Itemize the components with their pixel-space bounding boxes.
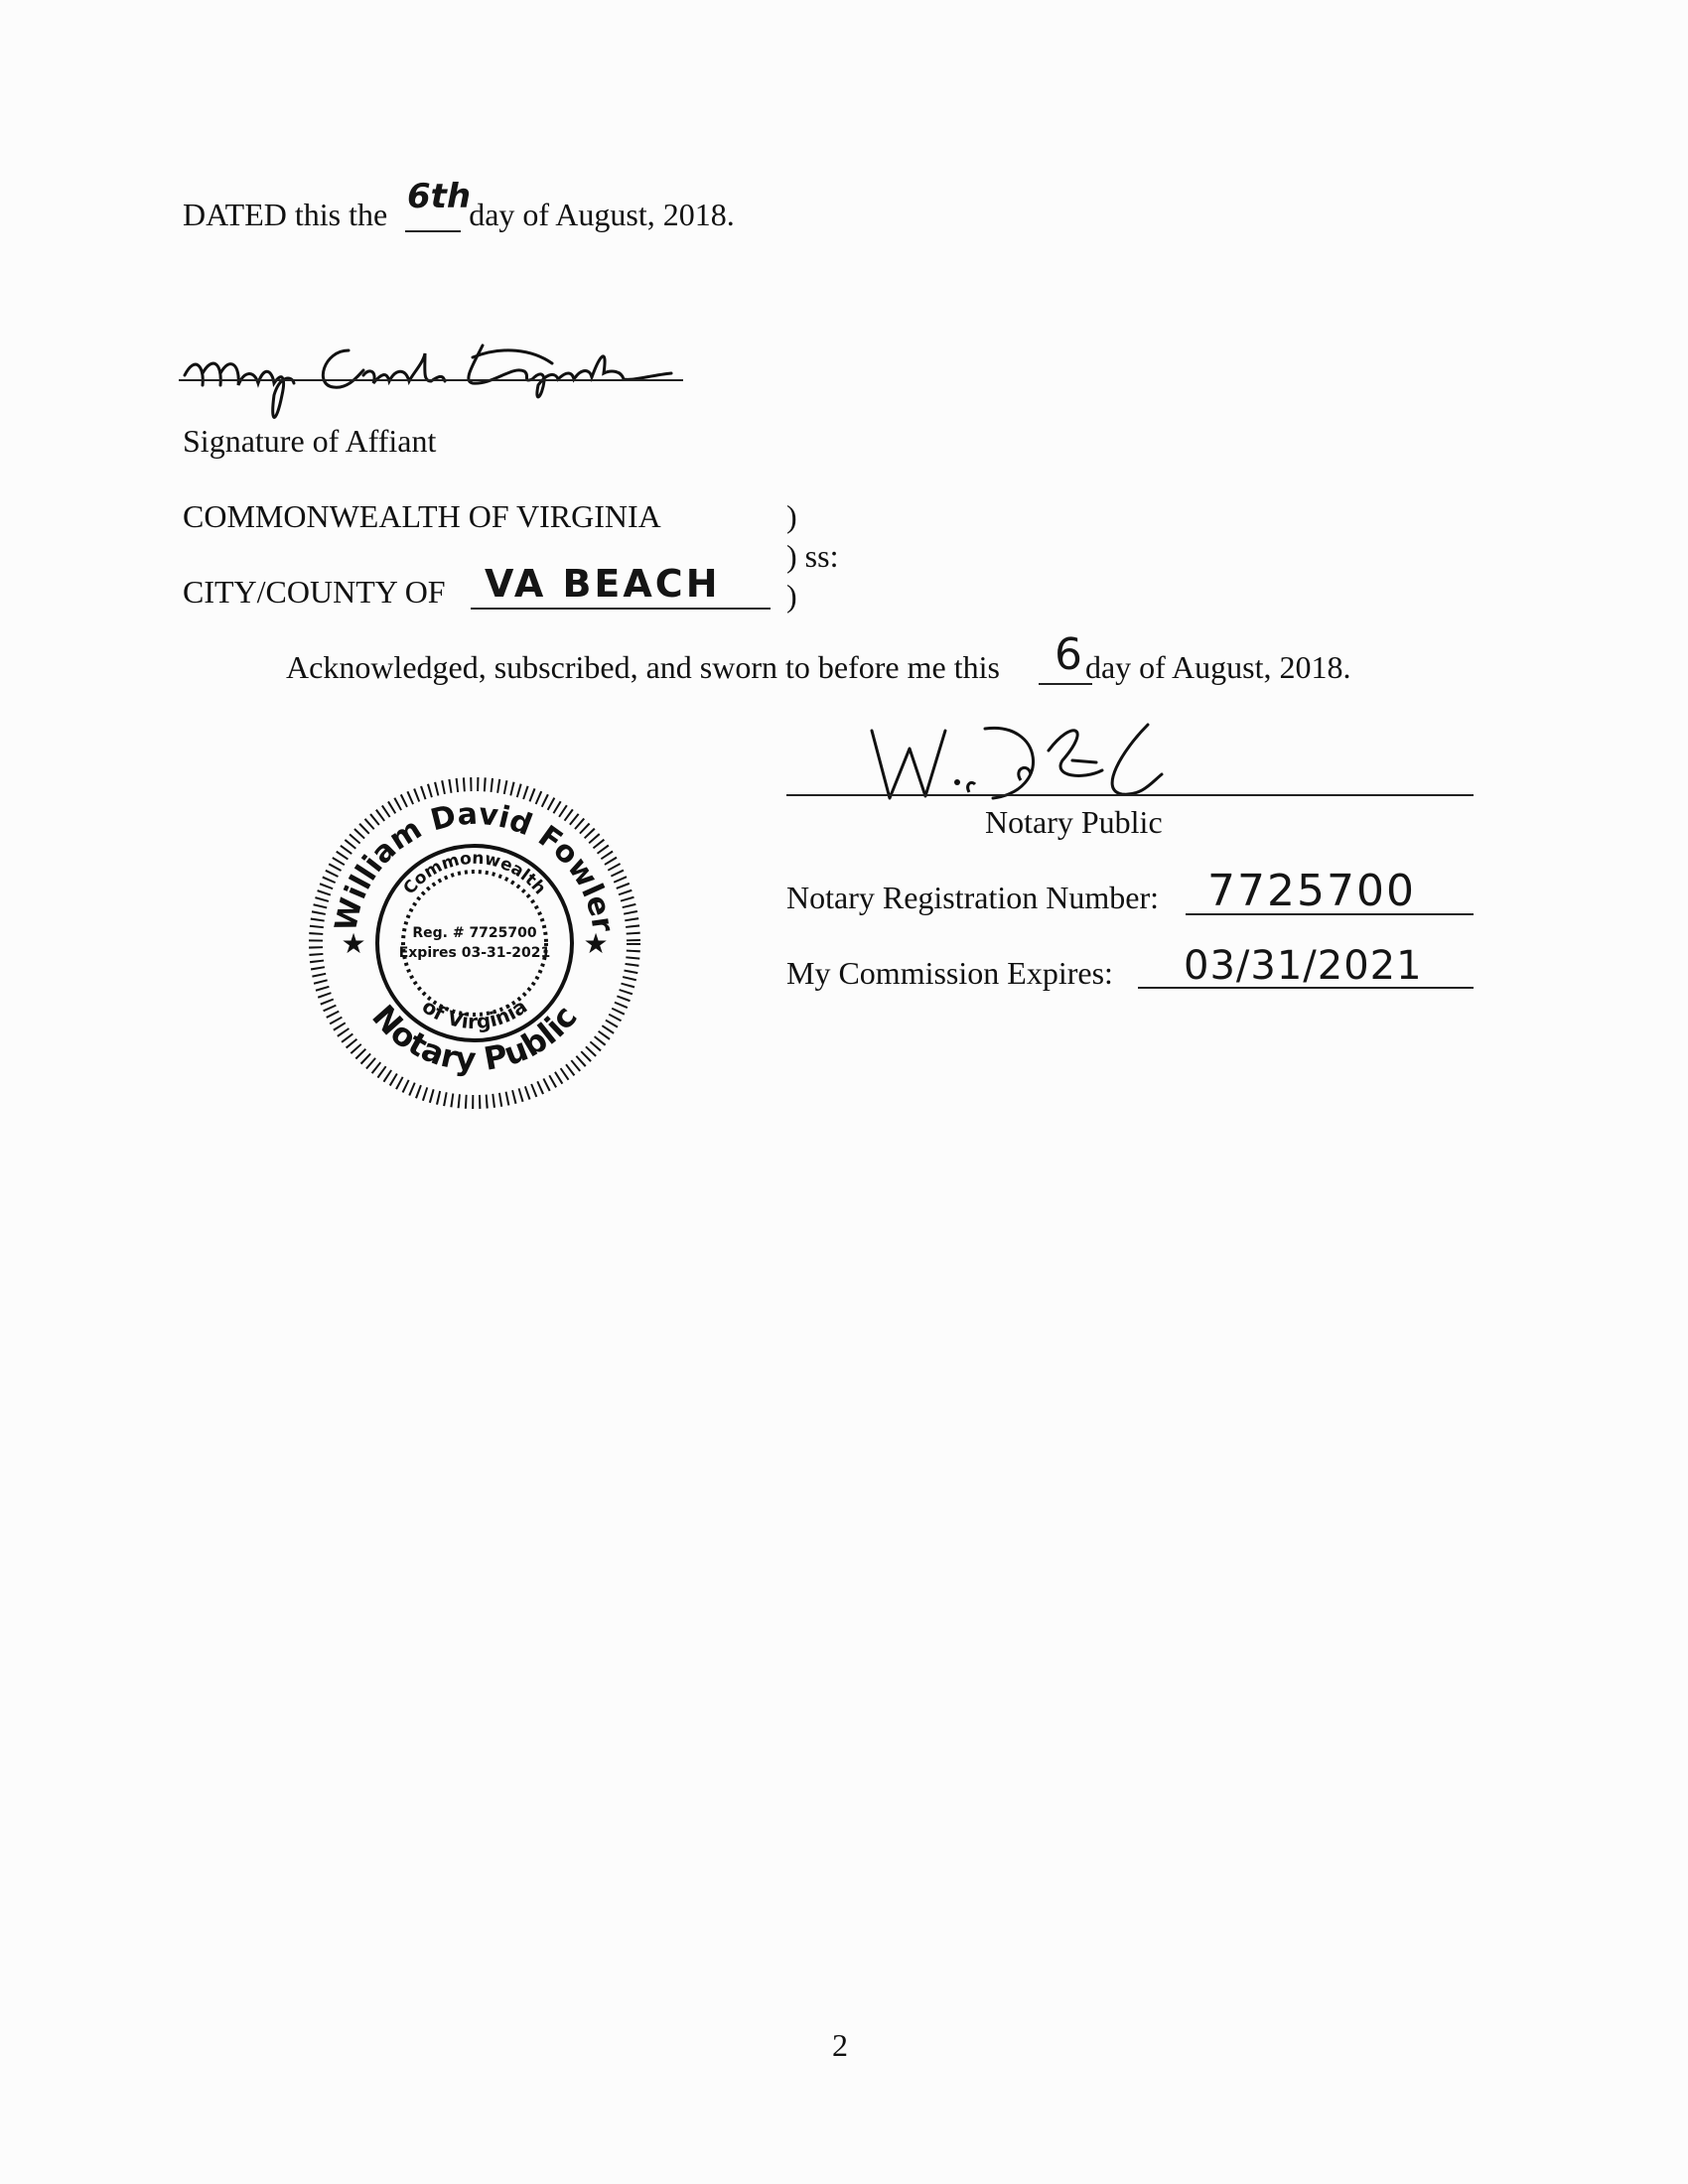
acknowledgment-line bbox=[286, 647, 1350, 687]
page-number: 2 bbox=[832, 2027, 848, 2063]
notary-label: Notary Public bbox=[985, 804, 1163, 840]
ack-prefix: Acknowledged, subscribed, and sworn to before me this bbox=[286, 649, 1000, 685]
seal-expires-line: Expires 03-31-2021 bbox=[398, 945, 551, 961]
seal-commonwealth-arc: Commonwealth bbox=[399, 848, 550, 899]
svg-text:of Virginia bbox=[418, 994, 531, 1033]
seal-star-left-icon: ★ bbox=[341, 929, 366, 960]
affiant-label: Signature of Affiant bbox=[183, 423, 437, 459]
venue-paren-top: ) bbox=[786, 498, 797, 534]
seal-star-right-icon: ★ bbox=[583, 929, 609, 960]
notary-registration-label: Notary Registration Number: bbox=[786, 880, 1160, 915]
notary-expires-date: 03/31/2021 bbox=[1184, 943, 1423, 989]
ack-suffix: day of August, 2018. bbox=[1084, 649, 1351, 685]
svg-text:Commonwealth bbox=[400, 849, 550, 898]
seal-notary-arc: Notary Public bbox=[364, 997, 585, 1079]
notary-registration-number: 7725700 bbox=[1207, 866, 1416, 916]
venue-county-handwritten: VA BEACH bbox=[485, 562, 721, 606]
notary-signature-line bbox=[786, 794, 1474, 796]
dated-day-underline bbox=[405, 230, 461, 232]
ack-day-underline bbox=[1039, 683, 1092, 685]
dated-day-handwritten: 6th bbox=[407, 177, 472, 216]
affiant-signature-line bbox=[179, 379, 683, 381]
venue-county-label: CITY/COUNTY OF bbox=[183, 574, 446, 610]
venue-state: COMMONWEALTH OF VIRGINIA bbox=[183, 498, 661, 534]
notary-seal bbox=[306, 774, 643, 1112]
ack-day-handwritten: 6 bbox=[1055, 629, 1082, 680]
venue-paren-ss: ) ss: bbox=[786, 538, 839, 574]
seal-virginia-arc: of Virginia bbox=[417, 994, 532, 1034]
affiant-signature-graphic bbox=[175, 316, 701, 435]
venue-county-underline bbox=[471, 608, 771, 610]
venue-paren-bottom: ) bbox=[786, 578, 797, 614]
seal-reg-line: Reg. # 7725700 bbox=[412, 925, 537, 941]
dated-suffix: day of August, 2018. bbox=[469, 197, 735, 232]
dated-prefix: DATED this the bbox=[183, 197, 388, 232]
notary-expires-label: My Commission Expires: bbox=[786, 955, 1113, 991]
seal-name-arc: William David Fowler bbox=[328, 796, 621, 935]
